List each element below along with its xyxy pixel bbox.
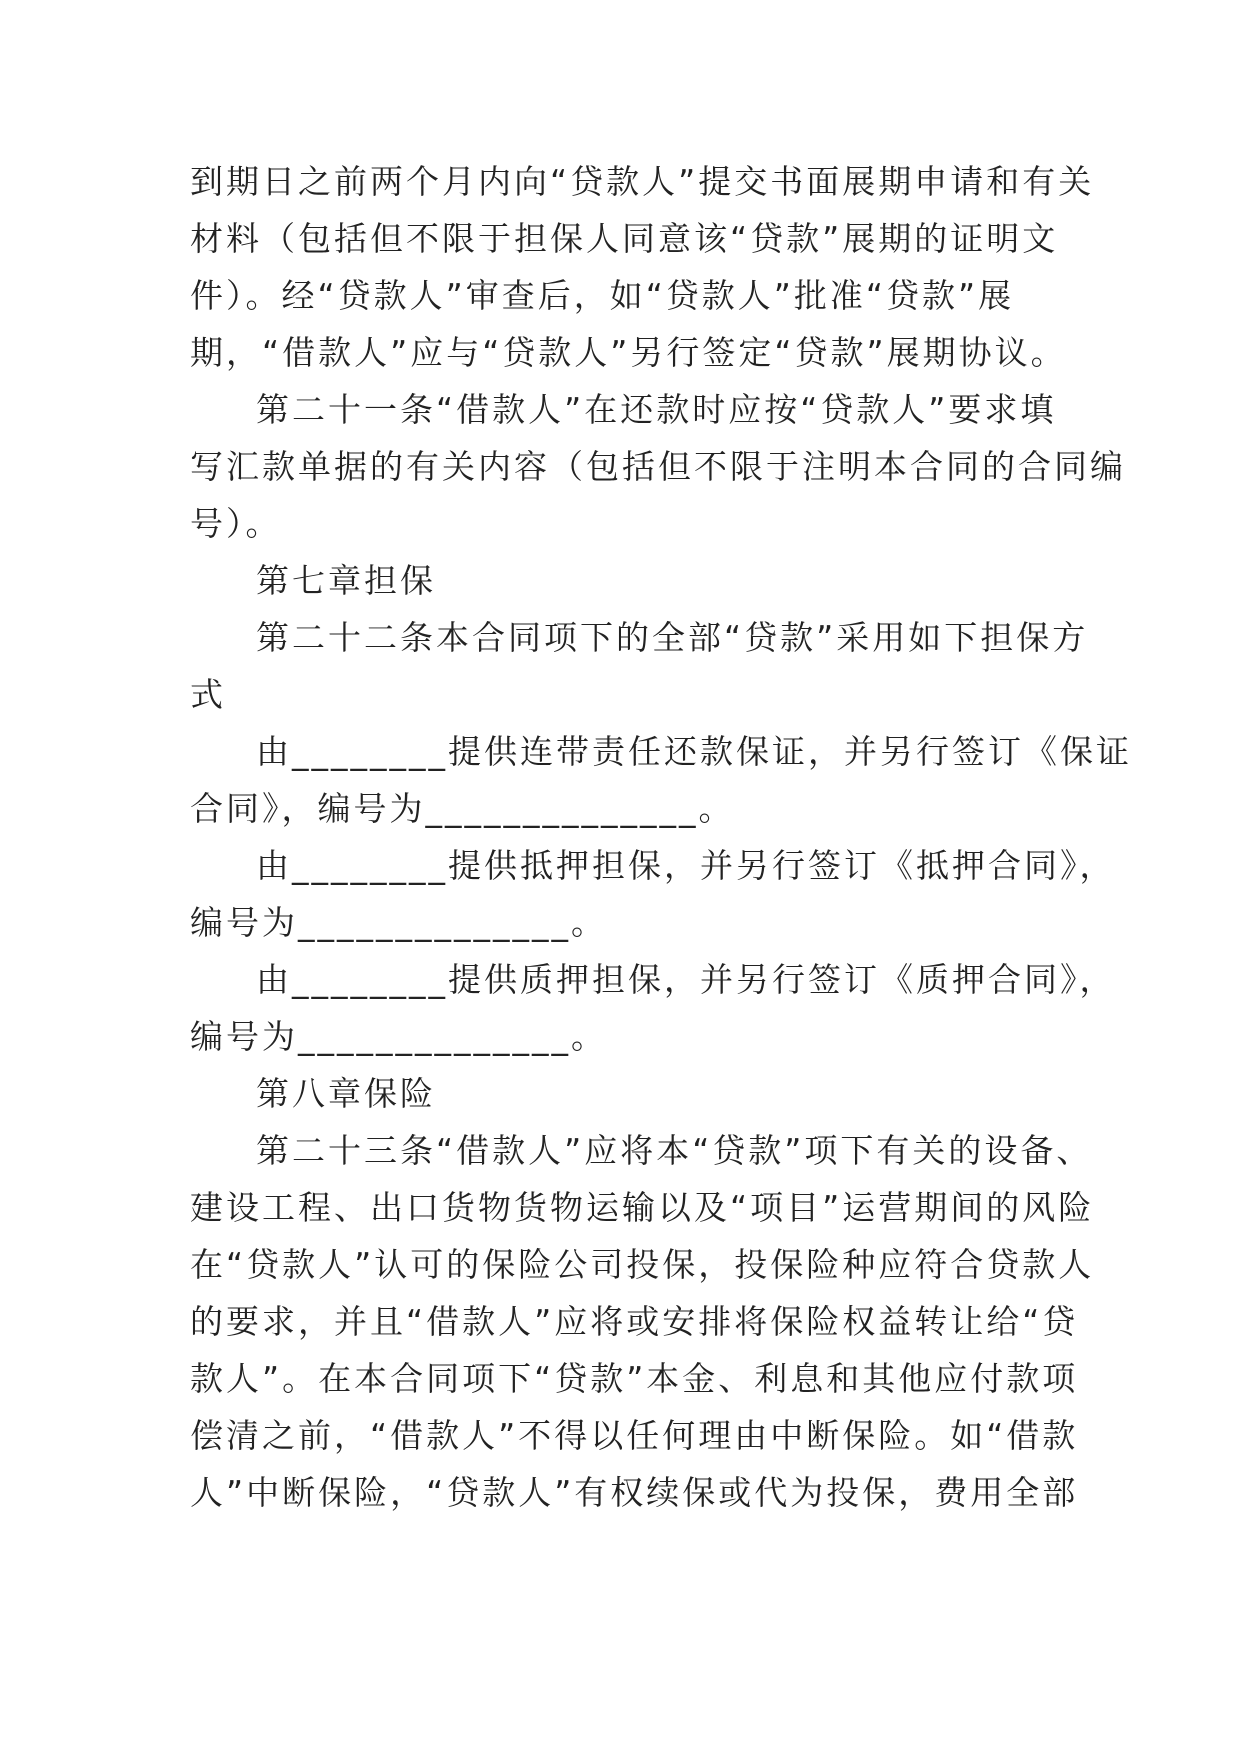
text-line: 编号为______________。 <box>190 903 607 942</box>
text-line: 式 <box>190 675 226 714</box>
article-23-heading: 第二十三条“借款人”应将本“贷款”项下有关的设备、 <box>256 1131 1093 1170</box>
text-line: 偿清之前，“借款人”不得以任何理由中断保险。如“借款 <box>190 1416 1079 1455</box>
article-21-heading: 第二十一条“借款人”在还款时应按“贷款人”要求填 <box>256 390 1057 429</box>
mortgage-clause: 由________提供抵押担保，并另行签订《抵押合同》， <box>256 846 1116 885</box>
text-line: 到期日之前两个月内向“贷款人”提交书面展期申请和有关 <box>190 162 1095 201</box>
pledge-clause: 由________提供质押担保，并另行签订《质押合同》， <box>256 960 1116 999</box>
guarantee-clause: 由________提供连带责任还款保证，并另行签订《保证 <box>256 732 1132 771</box>
text-line: 写汇款单据的有关内容（包括但不限于注明本合同的合同编 <box>190 447 1126 486</box>
text-line: 合同》，编号为______________。 <box>190 789 735 828</box>
text-line: 的要求，并且“借款人”应将或安排将保险权益转让给“贷 <box>190 1302 1079 1341</box>
chapter-7-heading: 第七章担保 <box>256 561 436 600</box>
text-line: 人”中断保险，“贷款人”有权续保或代为投保，费用全部 <box>190 1473 1079 1512</box>
text-line: 编号为______________。 <box>190 1017 607 1056</box>
text-line: 在“贷款人”认可的保险公司投保，投保险种应符合贷款人 <box>190 1245 1095 1284</box>
text-line: 建设工程、出口货物货物运输以及“项目”运营期间的风险 <box>190 1188 1095 1227</box>
text-line: 款人”。在本合同项下“贷款”本金、利息和其他应付款项 <box>190 1359 1079 1398</box>
chapter-8-heading: 第八章保险 <box>256 1074 436 1113</box>
text-line: 期，“借款人”应与“贷款人”另行签定“贷款”展期协议。 <box>190 333 1067 372</box>
text-line: 号）。 <box>190 504 282 543</box>
text-line: 件）。经“贷款人”审查后，如“贷款人”批准“贷款”展 <box>190 276 1015 315</box>
text-line: 材料（包括但不限于担保人同意该“贷款”展期的证明文 <box>190 219 1059 258</box>
article-22-heading: 第二十二条本合同项下的全部“贷款”采用如下担保方 <box>256 618 1089 657</box>
